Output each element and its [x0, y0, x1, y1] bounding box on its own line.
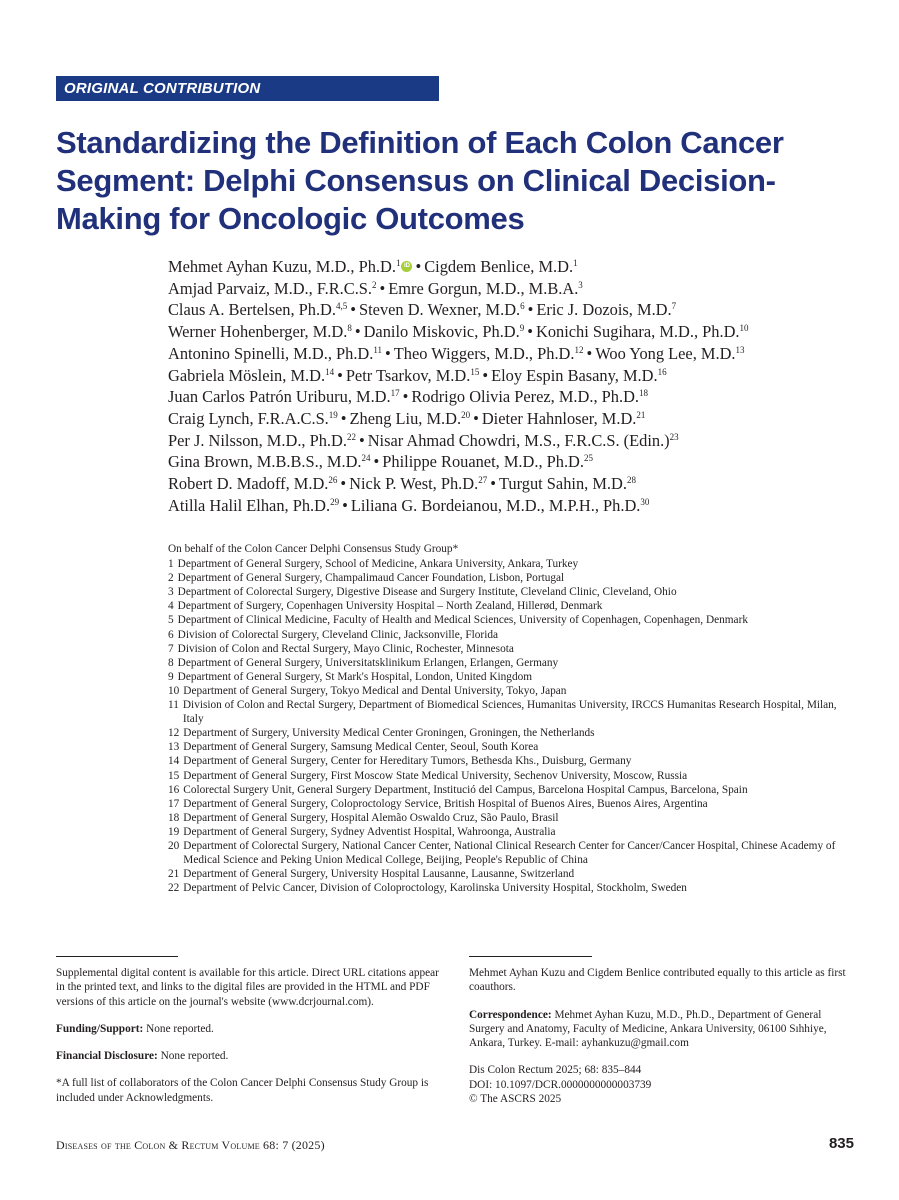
- affiliation-number: 17: [168, 797, 180, 810]
- author-affiliation-ref: 25: [583, 453, 593, 464]
- affiliation-item: [168, 670, 858, 684]
- author-affiliation-ref: 6: [520, 301, 525, 312]
- author-affiliation-ref: 26: [328, 475, 338, 486]
- author-line: [168, 365, 868, 387]
- author-name: Woo Yong Lee, M.D.: [595, 343, 736, 363]
- author-affiliation-ref: 11: [373, 344, 383, 355]
- author-affiliation-ref: 8: [347, 323, 352, 334]
- affiliation-number: 11: [168, 699, 179, 712]
- affiliation-item: [168, 726, 858, 740]
- author-affiliation-ref: 7: [671, 301, 677, 312]
- author-separator: •: [586, 343, 593, 363]
- affiliation-text: Division of Colon and Rectal Surgery, Department of Biomedical Sciences, Humanitas University, IRCCS Humanitas Research Hospital, Milan, Italy: [182, 699, 837, 726]
- affiliation-item: [168, 628, 858, 642]
- author-affiliation-ref: 21: [636, 409, 646, 420]
- affiliation-text: Department of General Surgery, Universitatsklinikum Erlangen, Erlangen, Germany: [177, 656, 559, 669]
- affiliation-item: [168, 881, 858, 895]
- affiliation-number: 9: [168, 670, 174, 683]
- author-affiliation-ref: 27: [478, 475, 488, 486]
- author-affiliation-ref: 2: [372, 279, 377, 290]
- author-separator: •: [527, 300, 534, 320]
- author-name: Nisar Ahmad Chowdri, M.S., F.R.C.S. (Edin.): [367, 430, 670, 450]
- affiliation-number: 2: [168, 572, 174, 585]
- affiliation-text: Department of Surgery, University Medical Center Groningen, Groningen, the Netherlands: [183, 727, 595, 740]
- author-name: Claus A. Bertelsen, Ph.D.: [168, 300, 336, 320]
- affiliation-number: 1: [168, 558, 174, 571]
- affiliation-text: Department of General Surgery, Tokyo Medical and Dental University, Tokyo, Japan: [183, 684, 567, 697]
- author-affiliation-ref: 15: [470, 366, 480, 377]
- funding-note: [56, 1022, 442, 1036]
- disclosure-note: [56, 1049, 442, 1063]
- footnote-divider-right: [469, 956, 592, 957]
- author-affiliation-ref: 23: [669, 431, 679, 442]
- affiliation-item: [168, 642, 858, 656]
- affiliation-number: 14: [168, 755, 180, 768]
- author-name: Gina Brown, M.B.B.S., M.D.: [168, 452, 362, 472]
- study-group-note: On behalf of the Colon Cancer Delphi Consensus Study Group*: [168, 543, 459, 555]
- author-name: Per J. Nilsson, M.D., Ph.D.: [168, 430, 347, 450]
- author-affiliation-ref: 29: [330, 496, 340, 507]
- affiliation-item: [168, 825, 858, 839]
- affiliation-text: Department of General Surgery, First Moscow State Medical University, Sechenov University, Moscow, Russia: [183, 769, 688, 782]
- author-line: [168, 495, 868, 517]
- author-name: Craig Lynch, F.R.A.C.S.: [168, 408, 329, 428]
- footnote-divider-left: [56, 956, 178, 957]
- affiliation-item: [168, 656, 858, 670]
- affiliation-number: 13: [168, 741, 180, 754]
- collaborators-note: *A full list of collaborators of the Colon Cancer Delphi Consensus Study Group is included under Acknowledgments.: [56, 1077, 429, 1104]
- author-separator: •: [354, 322, 361, 342]
- affiliation-item: [168, 585, 858, 599]
- affiliation-item: [168, 797, 858, 811]
- section-label: ORIGINAL CONTRIBUTION: [56, 76, 439, 101]
- author-separator: •: [385, 343, 391, 363]
- author-name: Rodrigo Olivia Perez, M.D., Ph.D.: [411, 387, 640, 407]
- author-line: [168, 278, 868, 300]
- author-line: [168, 256, 868, 278]
- affiliation-number: 3: [168, 586, 174, 599]
- affiliation-text: Department of Colorectal Surgery, National Cancer Center, National Clinical Research Center for Cancer/Cancer Hospital, Chinese Academy of Medical Science and Peking Union Medical College, Beijing, People's Republic of China: [183, 839, 836, 867]
- author-name: Nick P. West, Ph.D.: [349, 474, 479, 494]
- citation: Dis Colon Rectum 2025; 68: 835–844: [469, 1064, 642, 1077]
- author-name: Konichi Sugihara, M.D., Ph.D.: [536, 322, 740, 342]
- author-name: Juan Carlos Patrón Uriburu, M.D.: [168, 387, 391, 407]
- author-line: [168, 321, 868, 343]
- author-affiliation-ref: 17: [390, 388, 400, 399]
- affiliation-number: 15: [168, 769, 180, 782]
- journal-footer: Diseases of the Colon & Rectum Volume 68: 7 (2025): [56, 1138, 325, 1152]
- affiliation-item: [168, 811, 858, 825]
- author-separator: •: [340, 474, 347, 494]
- author-name: Steven D. Wexner, M.D.: [359, 300, 521, 320]
- disclosure-text: None reported.: [160, 1050, 229, 1063]
- author-affiliation-ref: 10: [739, 323, 749, 334]
- title-line: Standardizing the Definition of Each Colon Cancer: [56, 125, 784, 160]
- author-affiliation-ref: 22: [346, 431, 356, 442]
- author-separator: •: [358, 430, 365, 450]
- author-separator: •: [379, 278, 386, 298]
- author-name: Eric J. Dozois, M.D.: [536, 300, 672, 320]
- affiliation-item: [168, 599, 858, 613]
- affiliation-number: 8: [168, 656, 174, 669]
- author-name: Turgut Sahin, M.D.: [498, 474, 627, 494]
- author-name: Petr Tsarkov, M.D.: [345, 365, 471, 385]
- affiliation-number: 16: [168, 783, 180, 796]
- title-line: Making for Oncologic Outcomes: [56, 201, 525, 236]
- affiliation-number: 5: [168, 614, 174, 627]
- author-affiliation-ref: 14: [325, 366, 335, 377]
- affiliation-text: Department of General Surgery, University Hospital Lausanne, Lausanne, Switzerland: [183, 868, 575, 881]
- affiliation-item: [168, 557, 858, 571]
- author-separator: •: [337, 365, 343, 385]
- author-affiliation-ref: 20: [461, 409, 471, 420]
- affiliation-text: Department of General Surgery, Sydney Adventist Hospital, Wahroonga, Australia: [183, 825, 556, 838]
- author-affiliation-ref: 16: [657, 366, 667, 377]
- affiliation-text: Department of General Surgery, Coloproctology Service, British Hospital of Buenos Aires, Buenos Aires, Argentina: [183, 797, 708, 810]
- affiliation-item: [168, 783, 858, 797]
- author-separator: •: [350, 300, 356, 320]
- author-name: Amjad Parvaiz, M.D., F.R.C.S.: [168, 278, 373, 298]
- author-name: Eloy Espin Basany, M.D.: [491, 365, 658, 385]
- author-separator: •: [402, 387, 409, 407]
- article-title: [56, 124, 856, 238]
- affiliation-text: Department of General Surgery, Champalimaud Cancer Foundation, Lisbon, Portugal: [177, 572, 565, 585]
- author-separator: •: [490, 474, 496, 494]
- affiliation-text: Department of General Surgery, Hospital Alemão Oswaldo Cruz, São Paulo, Brasil: [183, 811, 559, 824]
- author-name: Gabriela Möslein, M.D.: [168, 365, 326, 385]
- author-name: Atilla Halil Elhan, Ph.D.: [168, 495, 331, 515]
- supplemental-note: Supplemental digital content is available for this article. Direct URL citations appear in the printed text, and links to the digital files are provided in the HTML and PDF versions of this article on the journal's website (www.dcrjournal.com).: [56, 967, 439, 1008]
- author-name: Mehmet Ayhan Kuzu, M.D., Ph.D.: [168, 257, 396, 276]
- affiliation-text: Division of Colorectal Surgery, Cleveland Clinic, Jacksonville, Florida: [177, 628, 498, 641]
- affiliation-number: 21: [168, 868, 180, 881]
- affiliation-item: [168, 839, 858, 867]
- author-name: Danilo Miskovic, Ph.D.: [363, 322, 520, 342]
- author-separator: •: [482, 365, 489, 385]
- author-affiliation-ref: 18: [639, 388, 649, 399]
- affiliation-text: Department of Colorectal Surgery, Digestive Disease and Surgery Institute, Cleveland Clinic, Cleveland, Ohio: [177, 586, 677, 599]
- author-line: [168, 473, 868, 495]
- title-line: Segment: Delphi Consensus on Clinical Decision-: [56, 163, 776, 198]
- equal-contribution-note: Mehmet Ayhan Kuzu and Cigdem Benlice contributed equally to this article as first coauthors.: [469, 967, 846, 994]
- author-separator: •: [340, 408, 347, 428]
- affiliation-number: 6: [168, 628, 174, 641]
- affiliation-text: Division of Colon and Rectal Surgery, Mayo Clinic, Rochester, Minnesota: [177, 642, 514, 655]
- affiliation-text: Department of General Surgery, School of Medicine, Ankara University, Ankara, Turkey: [177, 558, 579, 571]
- author-name: Robert D. Madoff, M.D.: [168, 474, 329, 494]
- author-name: Theo Wiggers, M.D., Ph.D.: [393, 343, 575, 363]
- affiliation-number: 10: [168, 684, 180, 697]
- funding-text: None reported.: [146, 1022, 214, 1035]
- affiliation-item: [168, 698, 858, 726]
- author-separator: •: [373, 452, 380, 472]
- author-affiliation-ref: 12: [574, 344, 584, 355]
- author-name: Werner Hohenberger, M.D.: [168, 322, 348, 342]
- orcid-icon[interactable]: iD: [401, 261, 412, 272]
- footnotes-left: [56, 966, 442, 1118]
- author-line: [168, 299, 868, 321]
- affiliation-item: [168, 769, 858, 783]
- affiliation-list: [168, 542, 858, 895]
- affiliation-item: [168, 740, 858, 754]
- author-separator: •: [473, 408, 479, 428]
- author-affiliation-ref: 28: [626, 475, 636, 486]
- author-name: Emre Gorgun, M.D., M.B.A.: [388, 278, 579, 298]
- funding-label: Funding/Support:: [56, 1022, 144, 1035]
- affiliation-number: 18: [168, 811, 180, 824]
- affiliation-number: 19: [168, 825, 180, 838]
- author-affiliation-ref: 1: [573, 258, 578, 268]
- affiliation-number: 7: [168, 642, 174, 655]
- author-name: Zheng Liu, M.D.: [349, 408, 462, 428]
- affiliation-item: [168, 613, 858, 627]
- correspondence-label: Correspondence:: [469, 1008, 552, 1021]
- author-name: Antonino Spinelli, M.D., Ph.D.: [168, 343, 374, 363]
- author-separator: •: [342, 495, 348, 515]
- affiliation-item: [168, 684, 858, 698]
- author-affiliation-ref: 1: [395, 258, 401, 268]
- author-affiliation-ref: 9: [519, 323, 525, 334]
- author-affiliation-ref: 13: [735, 344, 745, 355]
- author-affiliation-ref: 19: [328, 409, 338, 420]
- author-affiliation-ref: 3: [578, 279, 583, 290]
- affiliation-text: Department of General Surgery, St Mark's Hospital, London, United Kingdom: [177, 670, 533, 683]
- affiliation-item: [168, 867, 858, 881]
- affiliation-number: 22: [168, 882, 180, 895]
- author-name: Philippe Rouanet, M.D., Ph.D.: [382, 452, 584, 472]
- footnotes-right: [469, 966, 859, 1106]
- author-separator: •: [527, 322, 533, 342]
- author-list: [168, 256, 868, 516]
- author-line: [168, 343, 868, 365]
- affiliation-number: 12: [168, 727, 180, 740]
- author-affiliation-ref: 4,5: [336, 301, 348, 312]
- affiliation-text: Department of Clinical Medicine, Faculty of Health and Medical Sciences, University of Copenhagen, Copenhagen, Denmark: [177, 614, 748, 627]
- author-line: [168, 408, 868, 430]
- author-affiliation-ref: 30: [640, 496, 650, 507]
- author-affiliation-ref: 24: [361, 453, 371, 464]
- author-name: Cigdem Benlice, M.D.: [424, 257, 574, 276]
- author-name: Liliana G. Bordeianou, M.D., M.P.H., Ph.D.: [350, 495, 641, 515]
- affiliation-text: Department of General Surgery, Samsung Medical Center, Seoul, South Korea: [183, 741, 539, 754]
- doi: DOI: 10.1097/DCR.0000000000003739: [469, 1078, 652, 1091]
- author-line: [168, 430, 868, 452]
- affiliation-number: 20: [168, 839, 180, 852]
- affiliation-item: [168, 754, 858, 768]
- correspondence-text: Mehmet Ayhan Kuzu, M.D., Ph.D., Department of General Surgery and Anatomy, Faculty of Medicine, Ankara University, 06100 Sıhhiye, Ankara, Turkey. E-mail: ayhankuzu@gmail.com: [469, 1008, 827, 1050]
- affiliation-text: Department of General Surgery, Center for Hereditary Tumors, Bethesda Khs., Duisburg, Germany: [183, 755, 632, 768]
- correspondence-note: [469, 1008, 859, 1051]
- author-line: [168, 386, 868, 408]
- author-line: [168, 451, 868, 473]
- affiliation-item: [168, 571, 858, 585]
- affiliation-number: 4: [168, 600, 174, 613]
- copyright: © The ASCRS 2025: [469, 1093, 562, 1106]
- author-name: Dieter Hahnloser, M.D.: [481, 408, 637, 428]
- disclosure-label: Financial Disclosure:: [56, 1050, 158, 1063]
- affiliation-text: Colorectal Surgery Unit, General Surgery Department, Institució del Campus, Barcelona Hospital Campus, Barcelona, Spain: [183, 783, 748, 796]
- affiliation-text: Department of Pelvic Cancer, Division of Coloproctology, Karolinska University Hospital, Stockholm, Sweden: [183, 882, 687, 895]
- affiliation-text: Department of Surgery, Copenhagen University Hospital – North Zealand, Hillerød, Denmark: [177, 600, 603, 613]
- author-separator: •: [415, 257, 422, 276]
- page-number: 835: [828, 1135, 854, 1152]
